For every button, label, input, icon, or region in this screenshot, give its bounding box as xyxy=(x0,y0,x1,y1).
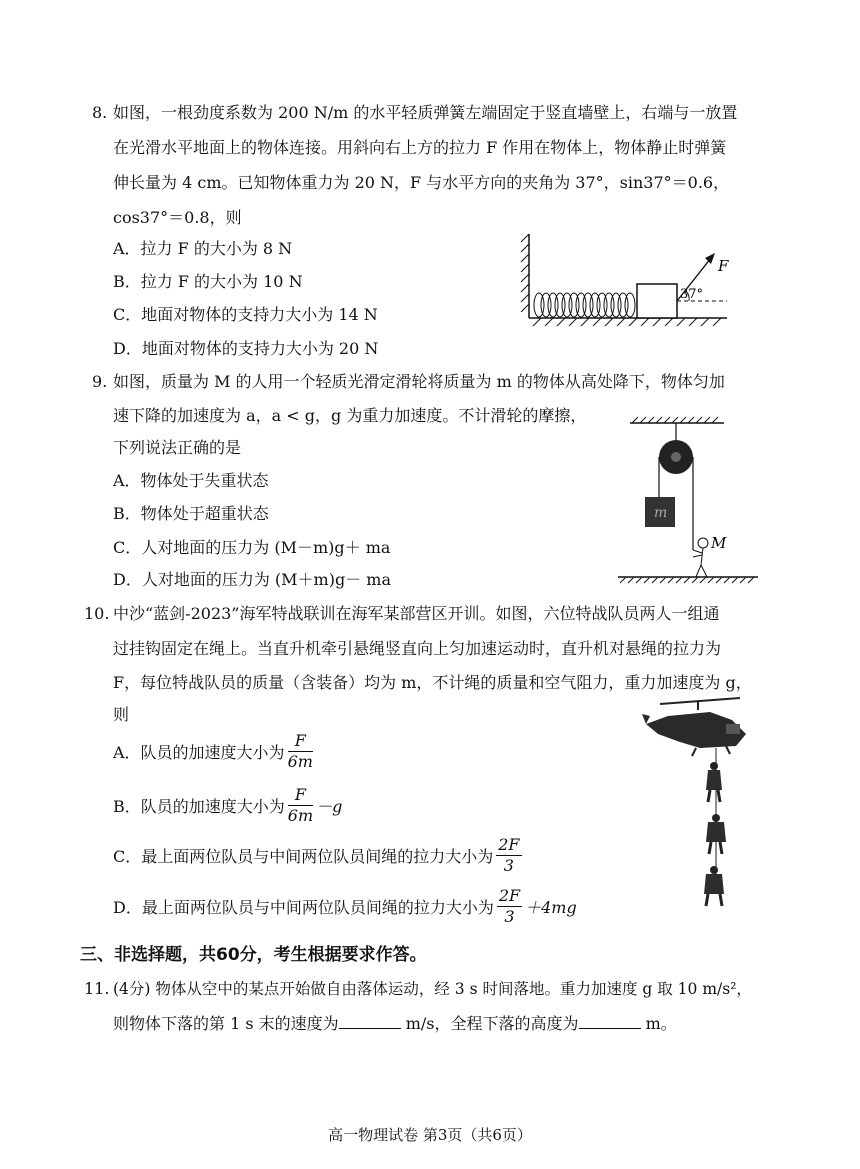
q8-option-a: A．拉力 F 的大小为 8 N xyxy=(113,239,293,258)
q10-number: 10. xyxy=(84,604,110,623)
q9-pulley-figure xyxy=(612,415,762,590)
q10-stem-line-4: 则 xyxy=(113,705,130,724)
q9-stem-line-1: 如图，质量为 M 的人用一个轻质光滑定滑轮将质量为 m 的物体从高处降下，物体匀加 xyxy=(113,372,725,391)
q8-stem-line-4: cos37°＝0.8，则 xyxy=(113,208,242,227)
q11-number: 11. xyxy=(84,979,110,998)
q10-stem-line-2: 过挂钩固定在绳上。当直升机牵引悬绳竖直向上匀加速运动时，直升机对悬绳的拉力为 xyxy=(113,639,722,658)
q9-option-c: C．人对地面的压力为 (M－m)g＋ ma xyxy=(113,538,391,557)
q9-person-label: M xyxy=(711,534,727,552)
q9-option-b: B．物体处于超重状态 xyxy=(113,504,269,523)
q11-line-1: (4分) 物体从空中的某点开始做自由落体运动，经 3 s 时间落地。重力加速度 g 取 10 m/s²， xyxy=(113,980,752,998)
q8-option-b: B．拉力 F 的大小为 10 N xyxy=(113,272,303,291)
q8-force-label: F xyxy=(718,257,729,275)
q10-helicopter-photo xyxy=(640,690,755,910)
q10-stem-line-1: 中沙“蓝剑-2023”海军特战联训在海军某部营区开训。如图，六位特战队员两人一组通 xyxy=(113,604,720,623)
q8-stem-line-1: 如图，一根劲度系数为 200 N/m 的水平轻质弹簧左端固定于竖直墙壁上，右端与一放置 xyxy=(113,103,738,122)
q9-option-a: A．物体处于失重状态 xyxy=(113,471,269,490)
q10-stem-line-3: F，每位特战队员的质量（含装备）均为 m，不计绳的质量和空气阻力，重力加速度为 g， xyxy=(113,673,752,692)
q8-spring-figure xyxy=(515,228,735,333)
q8-stem-line-2: 在光滑水平地面上的物体连接。用斜向右上方的拉力 F 作用在物体上，物体静止时弹簧 xyxy=(113,138,727,157)
q11-blank-2[interactable] xyxy=(579,1014,641,1029)
q11-line-2: 则物体下落的第 1 s 末的速度为 m/s，全程下落的高度为 m。 xyxy=(113,1014,677,1033)
q10-option-c: C．最上面两位队员与中间两位队员间绳的拉力大小为 $\frac{2F}{3}$ xyxy=(113,835,520,875)
q9-stem-line-3: 下列说法正确的是 xyxy=(113,438,242,457)
section-3-title: 三、非选择题，共60分，考生根据要求作答。 xyxy=(80,945,427,965)
q9-mass-label: m xyxy=(654,505,668,521)
q10-option-b: B．队员的加速度大小为 $\frac{F}{6m}$ －g xyxy=(113,785,343,825)
q8-stem-line-3: 伸长量为 4 cm。已知物体重力为 20 N，F 与水平方向的夹角为 37°，sin37°＝0.6， xyxy=(113,173,730,192)
page-footer: 高一物理试卷 第3页（共6页） xyxy=(328,1126,532,1144)
q10-option-a: A．队员的加速度大小为 $\frac{F}{6m}$ xyxy=(113,731,313,771)
q8-number: 8. xyxy=(92,103,108,122)
q8-option-d: D．地面对物体的支持力大小为 20 N xyxy=(113,339,379,358)
q10-option-d: D．最上面两位队员与中间两位队员间绳的拉力大小为 $\frac{2F}{3}$ ＋4mg xyxy=(113,886,577,926)
q9-option-d: D．人对地面的压力为 (M＋m)g－ ma xyxy=(113,570,391,589)
q8-option-c: C．地面对物体的支持力大小为 14 N xyxy=(113,305,378,324)
q8-angle-label: 37° xyxy=(680,287,704,302)
q11-blank-1[interactable] xyxy=(339,1014,401,1029)
q9-stem-line-2: 速下降的加速度为 a，a < g，g 为重力加速度。不计滑轮的摩擦， xyxy=(113,406,587,425)
q9-number: 9. xyxy=(92,372,108,391)
